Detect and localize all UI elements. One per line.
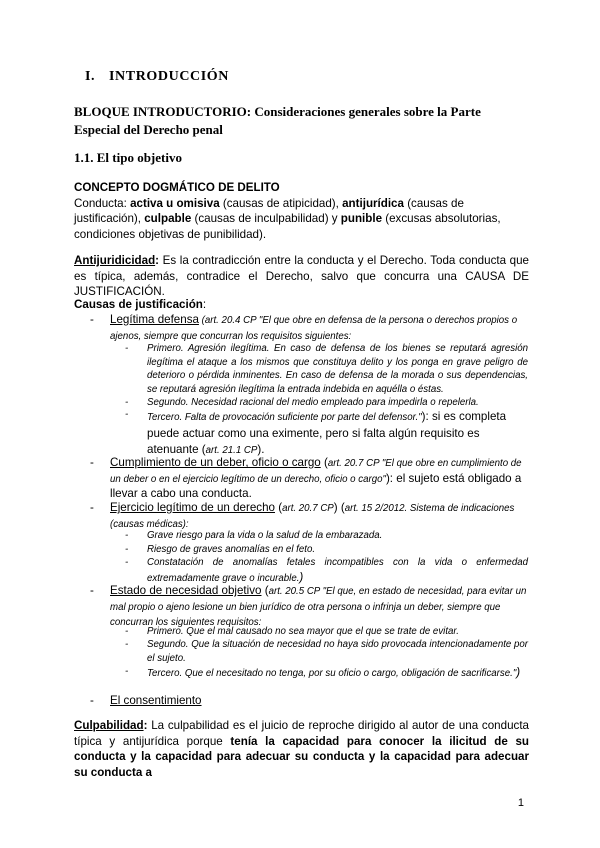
antijuridicidad-text: Es la contradicción entre la conducta y el Derecho. Toda conducta que es típica, además, contradice el Derecho, salvo que concurra una CAUSA DE JUSTIFICACIÓN.: [74, 254, 529, 298]
sublist-item: - Tercero. Falta de provocación suficiente por parte del defensor."): si es completa puede actuar como una eximente, pero si falta algún requisito es atenuante (art. 21.1 CP).: [125, 409, 507, 456]
antijuridicidad-term: Antijuridicidad: [74, 254, 156, 267]
concepto-title: CONCEPTO DOGMÁTICO DE DELITO: [74, 181, 280, 194]
legitima-defensa-label: Legítima defensa: [110, 313, 199, 326]
list-item-consentimiento: - El consentimiento: [90, 694, 202, 707]
sublist-item: - Segundo. Que la situación de necesidad no haya sido provocada intencionadamente por el sujeto.: [125, 639, 528, 664]
bloque-heading: BLOQUE INTRODUCTORIO: Consideraciones generales sobre la Parte Especial del Derecho penal: [74, 104, 481, 137]
causas-title: Causas de justificación:: [74, 298, 207, 311]
consentimiento-label: El consentimiento: [110, 694, 202, 707]
legitima-defensa-text: (art. 20.4 CP "El que obre en defensa de la persona o derechos propios o ajenos, siempre que concurran los requisitos siguientes:: [110, 315, 518, 342]
chapter-number: I.: [85, 69, 96, 84]
chapter-title: INTRODUCCIÓN: [109, 69, 229, 84]
necesidad-label: Estado de necesidad objetivo: [110, 584, 262, 597]
section-heading: 1.1. El tipo objetivo: [74, 150, 182, 165]
sublist-item: - Segundo. Necesidad racional del medio empleado para impedirla o repelerla.: [125, 397, 479, 408]
list-item-ejercicio: - Ejercicio legítimo de un derecho (art. 20.7 CP) (art. 15 2/2012. Sistema de indicaciones (causas médicas):: [90, 501, 515, 530]
sublist-item: - Primero. Que el mal causado no sea mayor que el que se trate de evitar.: [125, 626, 459, 637]
antijuridicidad-paragraph: Antijuridicidad: Es la contradicción entre la conducta y el Derecho. Toda conducta que es típica, además, contradice el Derecho, salvo que concurra una CAUSA DE JUSTIFICACIÓN.: [74, 254, 529, 298]
sublist-item: - Constatación de anomalías fetales incompatibles con la vida o enfermedad extremadamente grave o incurable.): [125, 557, 528, 584]
culpabilidad-term: Culpabilidad: [74, 719, 144, 732]
list-item-necesidad: - Estado de necesidad objetivo (art. 20.5 CP "El que, en estado de necesidad, para evitar un mal propio o ajeno lesione un bien jurídico de otra persona o infrinja un deber, siempre que concurran los siguientes requisitos:: [90, 584, 527, 628]
cumplimiento-label: Cumplimiento de un deber, oficio o cargo: [110, 456, 321, 469]
culpabilidad-paragraph: Culpabilidad: La culpabilidad es el juicio de reproche dirigido al autor de una conducta típica y antijurídica porque tenía la capacidad para conocer la ilicitud de su conducta y la capacidad para adecuar su conducta y la capacidad para adecuar su conducta a: [74, 719, 530, 779]
ejercicio-label: Ejercicio legítimo de un derecho: [110, 501, 275, 514]
list-item-legitima-defensa: - Legítima defensa (art. 20.4 CP "El que obre en defensa de la persona o derechos propios o ajenos, siempre que concurran los requisitos siguientes:: [90, 313, 518, 342]
sublist-item: - Primero. Agresión ilegítima. En caso de defensa de los bienes se reputará agresión ilegítima el ataque a los mismos que constituya delito y los ponga en grave peligro de deterioro o pérdida inminentes. En caso de defensa de la morada o sus dependencias, se reputará agresión ilegítima la entrada indebida en aquélla o éstas.: [125, 343, 528, 395]
sublist-item: - Riesgo de graves anomalías en el feto.: [125, 544, 316, 555]
page-number: 1: [517, 797, 524, 809]
list-item-cumplimiento: - Cumplimiento de un deber, oficio o cargo (art. 20.7 CP "El que obre en cumplimiento de un deber o en el ejercicio legítimo de un derecho, oficio o cargo"): el sujeto está obligado a llevar a cabo una conducta.: [90, 456, 522, 500]
sublist-item: - Tercero. Que el necesitado no tenga, por su oficio o cargo, obligación de sacrificarse."): [125, 666, 521, 679]
sublist-item: - Grave riesgo para la vida o la salud de la embarazada.: [125, 530, 383, 541]
chapter-heading: [85, 69, 229, 85]
concepto-paragraph: Conducta: activa u omisiva (causas de atipicidad), antijurídica (causas de justificación), culpable (causas de inculpabilidad) y punible (excusas absolutorias, condiciones objetivas de punibilidad).: [74, 196, 501, 241]
concepto-block: [74, 180, 529, 242]
